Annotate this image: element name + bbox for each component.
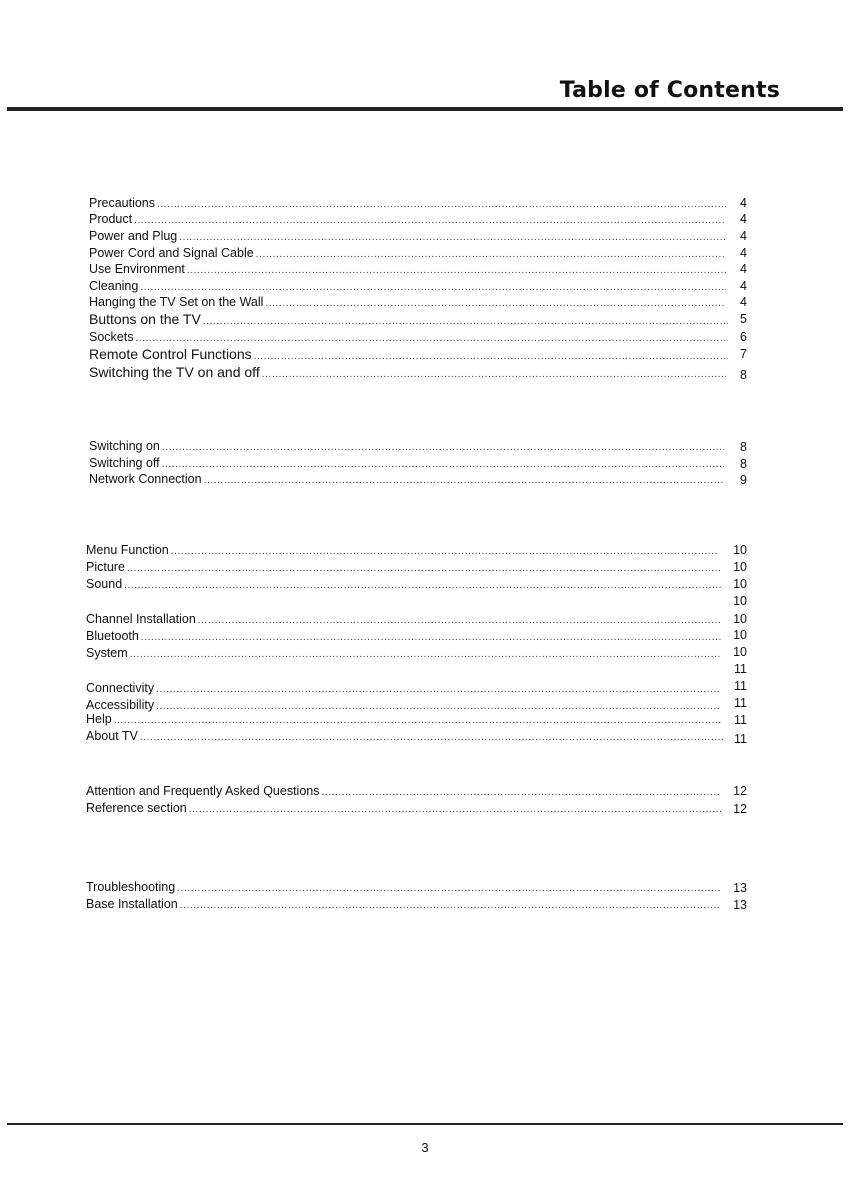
toc-entry-reference-section[interactable]: Reference section ..... xyxy=(86,801,726,817)
toc-page-number: 11 xyxy=(734,679,747,693)
toc-entry-precautions[interactable]: Precautions ..... xyxy=(89,196,729,212)
toc-page-number: 5 xyxy=(740,312,747,326)
toc-page-number: 4 xyxy=(740,212,747,226)
toc-page-number: 10 xyxy=(733,628,747,642)
toc-entry-attention-faq[interactable]: Attention and Frequently Asked Questions ..... xyxy=(86,784,724,800)
header-rule xyxy=(7,107,843,111)
toc-entry-use-environment[interactable]: Use Environment ..... xyxy=(89,262,729,278)
toc-page-number: 11 xyxy=(734,696,747,710)
toc-page-number: 4 xyxy=(740,229,747,243)
toc-entry-switching-on[interactable]: Switching on ..... xyxy=(89,439,727,455)
toc-entry-base-installation[interactable]: Base Installation ..... xyxy=(86,897,724,913)
toc-page-number: 4 xyxy=(740,196,747,210)
toc-page-number: 13 xyxy=(733,881,747,895)
toc-entry-power-cord[interactable]: Power Cord and Signal Cable ..... xyxy=(89,246,729,262)
toc-entry-channel-installation[interactable]: Channel Installation ..... xyxy=(86,612,724,628)
toc-page-number: 11 xyxy=(734,713,747,727)
toc-entry-bluetooth[interactable]: Bluetooth ..... xyxy=(86,629,724,645)
toc-page-number: 4 xyxy=(740,295,747,309)
toc-entry-remote-control[interactable]: Remote Control Functions ..... xyxy=(89,347,731,364)
toc-page-number: 10 xyxy=(733,577,747,591)
page-title: Table of Contents xyxy=(559,78,780,103)
toc-stray-page-number: 10 xyxy=(733,594,747,608)
toc-entry-menu-function[interactable]: Menu Function ..... xyxy=(86,543,722,559)
toc-entry-switching-tv[interactable]: Switching the TV on and off ..... xyxy=(89,365,729,382)
toc-entry-sound[interactable]: Sound ..... xyxy=(86,577,724,593)
footer-rule xyxy=(7,1123,843,1125)
toc-entry-help[interactable]: Help ..... xyxy=(86,712,724,728)
toc-page-number: 11 xyxy=(734,732,747,746)
toc-entry-picture[interactable]: Picture ..... xyxy=(86,560,724,576)
toc-page-number: 4 xyxy=(740,262,747,276)
toc-page-number: 9 xyxy=(740,473,747,487)
toc-entry-sockets[interactable]: Sockets ..... xyxy=(89,330,731,346)
toc-entry-hanging[interactable]: Hanging the TV Set on the Wall ..... xyxy=(89,295,729,311)
toc-entry-troubleshooting[interactable]: Troubleshooting ..... xyxy=(86,880,724,896)
toc-page-number: 12 xyxy=(733,784,747,798)
toc-entry-about-tv[interactable]: About TV ..... xyxy=(86,729,726,745)
toc-entry-buttons[interactable]: Buttons on the TV ..... xyxy=(89,312,731,329)
toc-entry-cleaning[interactable]: Cleaning ..... xyxy=(89,279,729,295)
toc-entry-system[interactable]: System ..... xyxy=(86,646,724,662)
toc-stray-page-number: 11 xyxy=(734,662,747,676)
toc-page-number: 8 xyxy=(740,457,747,471)
page-number: 3 xyxy=(421,1140,429,1155)
toc-entry-connectivity[interactable]: Connectivity ..... xyxy=(86,681,724,697)
toc-entry-product[interactable]: Product ..... xyxy=(89,212,729,228)
toc-entry-power-and-plug[interactable]: Power and Plug ..... xyxy=(89,229,729,245)
toc-page-number: 6 xyxy=(740,330,747,344)
toc-page-number: 8 xyxy=(740,368,747,382)
toc-page-number: 4 xyxy=(740,279,747,293)
toc-page-number: 12 xyxy=(733,802,747,816)
toc-page-number: 10 xyxy=(733,543,747,557)
toc-page-number: 7 xyxy=(740,347,747,361)
toc-page-number: 8 xyxy=(740,440,747,454)
toc-entry-accessibility[interactable]: Accessibility ..... xyxy=(86,698,724,714)
toc-page-number: 10 xyxy=(733,560,747,574)
toc-entry-switching-off[interactable]: Switching off ..... xyxy=(89,456,727,472)
toc-entry-network-connection[interactable]: Network Connection ..... xyxy=(89,472,727,488)
toc-page-number: 10 xyxy=(733,612,747,626)
toc-page-number: 4 xyxy=(740,246,747,260)
toc-page-number: 10 xyxy=(733,645,747,659)
toc-page-number: 13 xyxy=(733,898,747,912)
